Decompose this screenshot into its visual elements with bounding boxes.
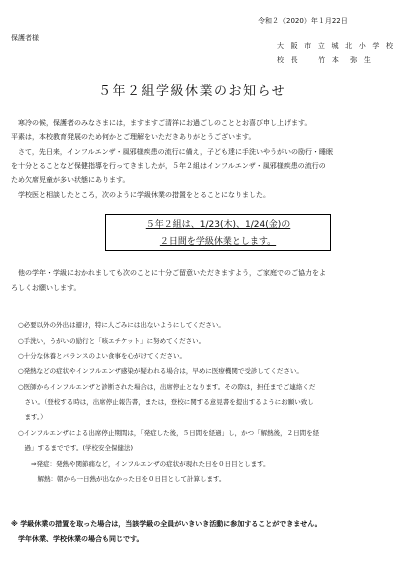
list-item: ○十分な休養とバランスのよい食事を心がけてください。 — [18, 352, 186, 360]
list-item: ます。） — [18, 413, 47, 421]
recipient-line: 保護者様 — [11, 34, 39, 42]
intro-line: 寒冷の候，保護者のみなさまには，ますますご清祥にお過ごしのこととお喜び申し上げます。 — [11, 119, 312, 127]
list-item: ○インフルエンザによる出席停止期間は，「発症した後，５日間を経過」し，かつ「解熱後，２日間を経 — [18, 429, 320, 437]
footer-note: ※ 学級休業の措置を取った場合は，当該学級の全員がいきいき活動に参加することができません。 — [11, 520, 322, 528]
list-item: ⇒発症：発熱や関節痛など，インフルエンザの症状が現れた日を０日目とします。 — [18, 460, 270, 468]
intro-line: ため欠席児童が多い状態にあります。 — [11, 176, 130, 184]
school-name: 大 阪 市 立 城 北 小 学 校 — [277, 42, 396, 50]
request-line: 他の学年・学級におかれましても次のことに十分ご留意いただきますよう，ご家庭でのご協力をよ — [11, 269, 326, 277]
notice-line: ２日間を学級休業とします。 — [159, 237, 277, 247]
list-item: 過」するまでです。(学校安全保健法) — [18, 444, 134, 452]
page-title: ５年２組学級休業のお知らせ — [98, 84, 287, 99]
intro-line: 平素は，本校教育発展のため何かとご理解をいただきありがとうございます。 — [11, 133, 256, 141]
list-item: ○発熱などの症状やインフルエンザ感染が疑われる場合は，早めに医療機関で受診してください。 — [18, 367, 303, 375]
intro-line: 学校医と相談したところ，次のように学級休業の措置をとることになりました。 — [11, 191, 270, 199]
notice-box — [105, 214, 331, 251]
list-item: さい。（登校する時は，出席停止報告書，または，登校に関する意見書を提出するようにお願い致し — [18, 398, 314, 406]
list-item: ○必要以外の外出は避け，特に人ごみには出ないようにしてください。 — [18, 321, 225, 329]
request-line: ろしくお願いします。 — [11, 284, 81, 292]
list-item: 解熱：朝から一日熱が出なかった日を０日目として計算します。 — [18, 475, 226, 483]
notice-line: ５年２組は、1/23(木)、1/24(金)の — [145, 220, 291, 230]
list-item: ○手洗い，うがいの励行と「咳エチケット」に努めてください。 — [18, 337, 206, 345]
intro-line: さて，先日来，インフルエンザ・風邪様疾患の流行に備え，子ども達に手洗いやうがいの励行・睡眠 — [11, 148, 333, 156]
date-line: 令和２（2020）年１月22日 — [258, 17, 348, 25]
footer-note: 学年休業、学校休業の場合も同じです。 — [11, 535, 144, 543]
principal-name: 校 長 竹 本 弥 生 — [277, 56, 374, 64]
intro-line: を十分とることなど保健指導を行ってきましたが，５年２組はインフルエンザ・風邪様疾患の流行の — [11, 162, 326, 170]
list-item: ○医師からインフルエンザと診断された場合は，出席停止となります。その際は，担任までご連絡くだ — [18, 383, 316, 391]
